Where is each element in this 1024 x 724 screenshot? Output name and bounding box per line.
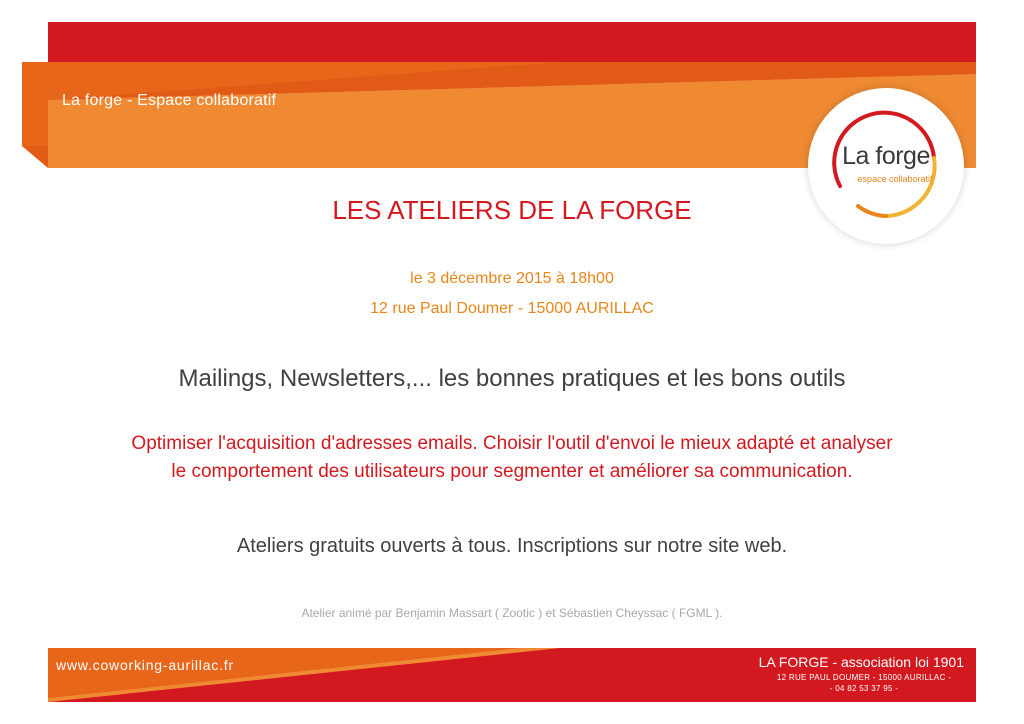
event-title: LES ATELIERS DE LA FORGE: [332, 195, 692, 225]
event-address: 12 rue Paul Doumer - 15000 AURILLAC: [370, 300, 654, 317]
event-description: [20, 430, 1004, 486]
website-link[interactable]: www.coworking-aurillac.fr: [56, 657, 234, 673]
description-line-1: Optimiser l'acquisition d'adresses emails. Choisir l'outil d'envoi le mieux adapté et analyser: [131, 433, 893, 454]
event-date: le 3 décembre 2015 à 18h00: [410, 270, 614, 287]
logo-subtitle: espace collaboratif: [857, 174, 933, 184]
header-tagline: La forge - Espace collaboratif: [62, 92, 277, 109]
description-line-2: le comportement des utilisateurs pour segmenter et améliorer sa communication.: [171, 461, 853, 482]
footer-organization: LA FORGE - association loi 1901: [758, 654, 964, 670]
footer-address: 12 RUE PAUL DOUMER - 15000 AURILLAC -: [776, 673, 952, 682]
footer-phone: - 04 82 53 37 95 -: [829, 684, 899, 693]
registration-cta: Ateliers gratuits ouverts à tous. Inscriptions sur notre site web.: [236, 535, 788, 557]
event-hosts: Atelier animé par Benjamin Massart ( Zootic ) et Sébastien Cheyssac ( FGML ).: [301, 606, 723, 620]
logo-name: La forge: [842, 142, 930, 170]
event-topic: Mailings, Newsletters,... les bonnes pratiques et les bons outils: [178, 365, 846, 392]
footer-banner: [0, 640, 1024, 724]
